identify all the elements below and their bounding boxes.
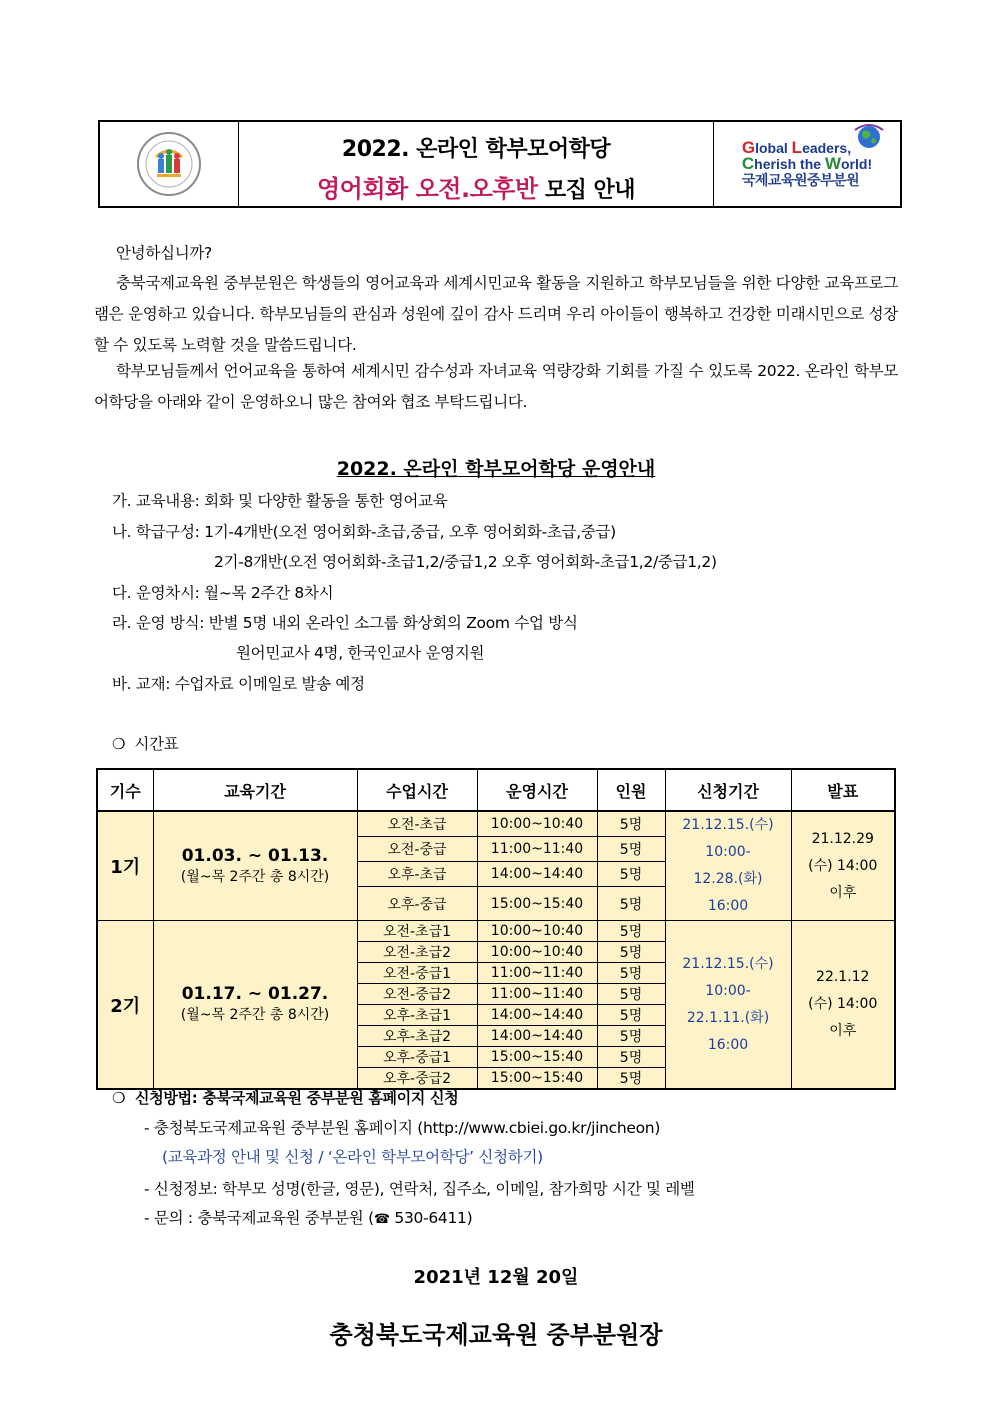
apply-method-title-text: 신청방법: 충북국제교육원 중부분원 홈페이지 신청	[135, 1089, 459, 1107]
brand-cell	[714, 122, 900, 206]
col-header: 발표	[791, 769, 895, 811]
capacity: 5명	[597, 1047, 665, 1068]
announce-line: (수) 14:00	[808, 857, 878, 874]
main-title: 2022. 온라인 학부모어학당	[341, 137, 611, 162]
announce-line: (수) 14:00	[808, 996, 878, 1012]
run-time: 14:00~14:40	[477, 1026, 597, 1047]
capacity: 5명	[597, 984, 665, 1005]
run-time: 15:00~15:40	[477, 887, 597, 921]
table-row	[97, 921, 895, 942]
brand-text-d: orld!	[841, 156, 873, 172]
contact-phone: 530-6411)	[389, 1209, 473, 1227]
announce-line: 21.12.29	[811, 830, 874, 847]
signature: 충청북도국제교육원 중부분원장	[329, 1321, 663, 1349]
item-content: 가. 교육내용: 회화 및 다양한 활동을 통한 영어교육	[112, 492, 448, 510]
capacity: 5명	[597, 887, 665, 921]
class-time: 오후-초급	[357, 862, 477, 887]
brand-korean: 국제교육원중부분원	[741, 172, 860, 188]
brand-letter-c: C	[741, 154, 755, 173]
sub-title-rest: 모집 안내	[544, 178, 635, 203]
intro-paragraph-1: 충북국제교육원 중부분원은 학생들의 영어교육과 세계시민교육 활동을 지원하고 학부모님들을 위한 다양한 교육프로그램은 운영하고 있습니다. 학부모님들의 관심과 성원에 깊이 감사 드리며 우리 아이들이 행복하고 건강한 미래시민으로 성장할 수 있도록 노력할 것을 말씀드립니다.	[94, 274, 898, 354]
apply-line: 16:00	[707, 1036, 749, 1053]
capacity: 5명	[597, 862, 665, 887]
run-time: 15:00~15:40	[477, 1068, 597, 1090]
gen-1-label: 1기	[97, 811, 153, 921]
brand-text-b: eaders,	[802, 140, 852, 156]
apply-contact	[144, 1206, 472, 1228]
item-method-2: 원어민교사 4명, 한국인교사 운영지원	[236, 644, 485, 662]
phone-icon: ☎	[373, 1212, 390, 1227]
item-sessions: 다. 운영차시: 월~목 2주간 8차시	[112, 584, 334, 602]
gen-2-announce	[791, 921, 895, 1090]
greeting: 안녕하십니까?	[116, 244, 212, 262]
run-time: 11:00~11:40	[477, 963, 597, 984]
run-time: 15:00~15:40	[477, 1047, 597, 1068]
run-time: 10:00~10:40	[477, 942, 597, 963]
apply-line: 16:00	[707, 898, 749, 914]
capacity: 5명	[597, 942, 665, 963]
brand-letter-l: L	[791, 138, 803, 157]
table-header-row	[97, 769, 895, 811]
capacity: 5명	[597, 837, 665, 862]
capacity: 5명	[597, 963, 665, 984]
globe-icon	[852, 122, 886, 152]
gen-1-apply-period	[665, 811, 791, 921]
col-header: 운영시간	[477, 769, 597, 811]
table-row	[97, 811, 895, 837]
brand-letter-g: G	[741, 138, 756, 157]
item-materials: 바. 교재: 수업자료 이메일로 발송 예정	[112, 675, 365, 693]
class-time: 오전-초급1	[357, 921, 477, 942]
class-time: 오후-초급2	[357, 1026, 477, 1047]
brand-slogan	[742, 140, 872, 188]
apply-line: 22.1.11.(화)	[686, 1009, 770, 1026]
brand-text-a: lobal	[755, 140, 792, 156]
col-header: 인원	[597, 769, 665, 811]
col-header: 기수	[97, 769, 153, 811]
title-cell	[239, 122, 714, 206]
announce-line: 22.1.12	[816, 969, 870, 985]
announce-line: 이후	[829, 1023, 857, 1039]
apply-homepage-path: (교육과정 안내 및 신청 / ‘온라인 학부모어학당’ 신청하기)	[162, 1148, 543, 1166]
emblem-logo-icon	[136, 131, 202, 197]
capacity: 5명	[597, 811, 665, 837]
capacity: 5명	[597, 1026, 665, 1047]
gen-2-apply-period	[665, 921, 791, 1090]
class-time: 오전-중급1	[357, 963, 477, 984]
capacity: 5명	[597, 1068, 665, 1090]
apply-homepage: - 충청북도국제교육원 중부분원 홈페이지 (http://www.cbiei.go.kr/jincheon)	[144, 1119, 661, 1137]
apply-method-title	[112, 1087, 458, 1108]
apply-line: 10:00-	[705, 844, 751, 860]
brand-letter-w: W	[824, 154, 841, 173]
gen-1-period-dates: 01.03. ~ 01.13.	[181, 845, 329, 866]
apply-line: 21.12.15.(수)	[682, 817, 774, 833]
col-header: 수업시간	[357, 769, 477, 811]
class-time: 오전-초급	[357, 811, 477, 837]
item-class-structure-2: 2기-8개반(오전 영어회화-초급1,2/중급1,2 오후 영어회화-초급1,2/중급1,2)	[214, 553, 717, 571]
class-time: 오전-초급2	[357, 942, 477, 963]
intro-paragraph-2: 학부모님들께서 언어교육을 통하여 세계시민 감수성과 자녀교육 역량강화 기회를 가질 수 있도록 2022. 온라인 학부모어학당을 아래와 같이 운영하오니 많은 참여와 협조 부탁드립니다.	[94, 362, 898, 411]
logo-cell	[100, 122, 239, 206]
timetable-label-text: 시간표	[134, 735, 179, 753]
timetable-label	[112, 732, 178, 754]
schedule-table	[96, 768, 896, 1090]
run-time: 11:00~11:40	[477, 837, 597, 862]
item-method: 라. 운영 방식: 반별 5명 내외 온라인 소그룹 화상회의 Zoom 수업 방식	[112, 614, 578, 632]
gen-2-period-dates: 01.17. ~ 01.27.	[181, 984, 329, 1004]
announce-line: 이후	[829, 884, 857, 901]
col-header: 신청기간	[665, 769, 791, 811]
section-title: 2022. 온라인 학부모어학당 운영안내	[336, 458, 656, 480]
class-time: 오전-중급	[357, 837, 477, 862]
gen-1-period	[153, 811, 357, 921]
circle-bullet-icon: ❍	[112, 1089, 126, 1107]
apply-info: - 신청정보: 학부모 성명(한글, 영문), 연락처, 집주소, 이메일, 참가희망 시간 및 레벨	[144, 1180, 695, 1198]
brand-text-c: herish the	[754, 156, 825, 172]
col-header: 교육기간	[153, 769, 357, 811]
contact-label: - 문의 : 충북국제교육원 중부분원 (	[144, 1209, 374, 1227]
apply-line: 12.28.(화)	[693, 871, 763, 887]
run-time: 11:00~11:40	[477, 984, 597, 1005]
run-time: 14:00~14:40	[477, 1005, 597, 1026]
gen-1-period-note: (월~목 2주간 총 8시간)	[180, 868, 330, 885]
gen-1-announce	[791, 811, 895, 921]
apply-line: 21.12.15.(수)	[682, 955, 774, 972]
gen-2-period-note: (월~목 2주간 총 8시간)	[180, 1007, 330, 1023]
item-class-structure: 나. 학급구성: 1기-4개반(오전 영어회화-초급,중급, 오후 영어회화-초급,중급)	[112, 523, 616, 541]
run-time: 10:00~10:40	[477, 921, 597, 942]
title-box	[98, 120, 902, 208]
gen-2-period	[153, 921, 357, 1090]
class-time: 오후-중급2	[357, 1068, 477, 1090]
gen-2-label: 2기	[97, 921, 153, 1090]
circle-bullet-icon: ❍	[112, 735, 126, 753]
class-time: 오후-중급1	[357, 1047, 477, 1068]
sub-title	[239, 169, 713, 204]
document-date: 2021년 12월 20일	[413, 1267, 579, 1288]
class-time: 오전-중급2	[357, 984, 477, 1005]
class-time: 오후-중급	[357, 887, 477, 921]
capacity: 5명	[597, 1005, 665, 1026]
sub-title-highlight: 영어회화 오전.오후반	[317, 175, 538, 203]
apply-line: 10:00-	[705, 982, 751, 999]
run-time: 14:00~14:40	[477, 862, 597, 887]
class-time: 오후-초급1	[357, 1005, 477, 1026]
run-time: 10:00~10:40	[477, 811, 597, 837]
capacity: 5명	[597, 921, 665, 942]
